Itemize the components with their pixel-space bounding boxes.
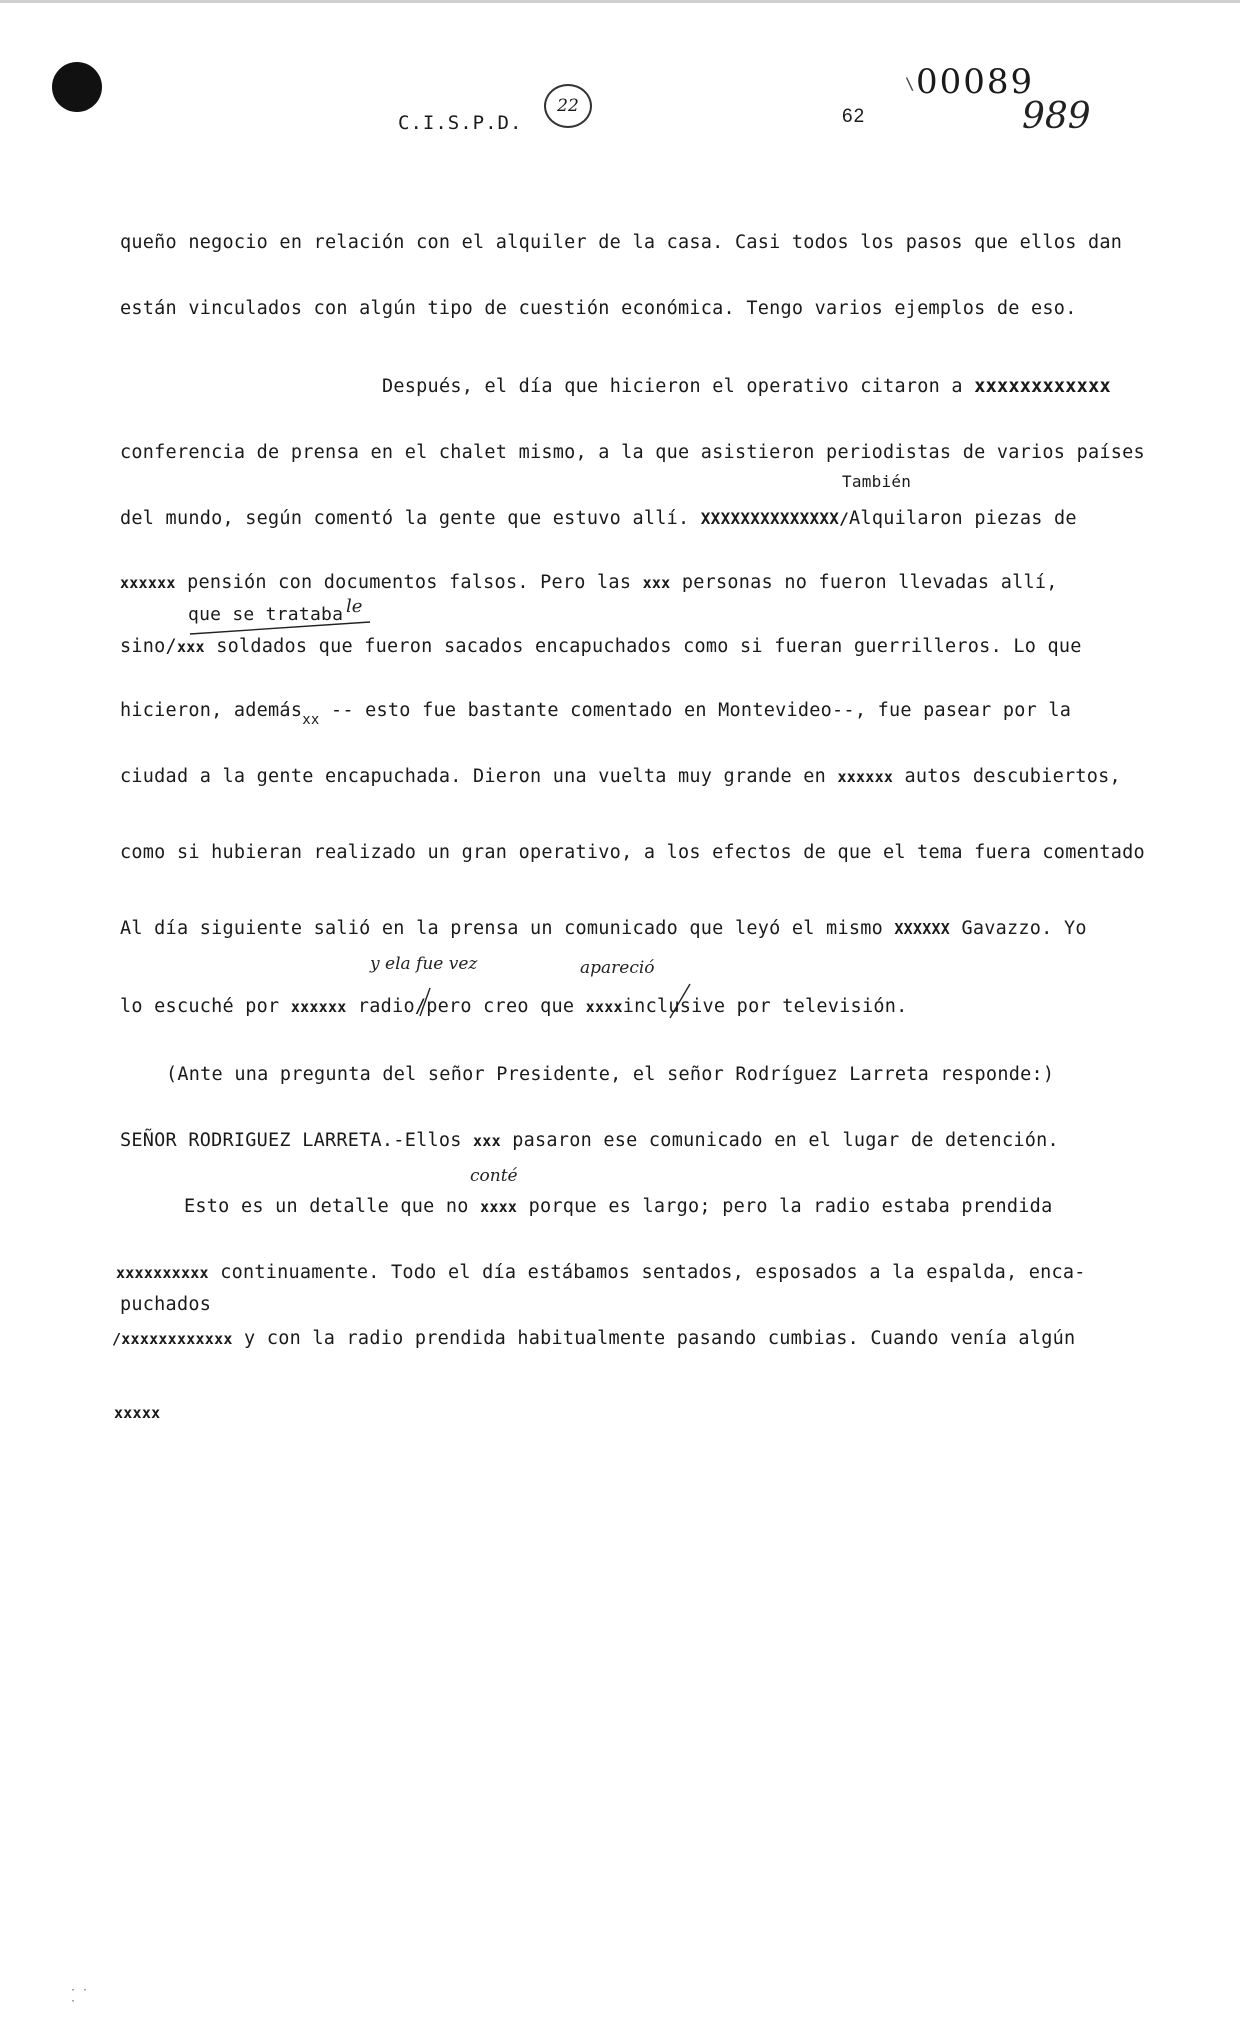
line-12-strikeout-2: xxxx	[585, 998, 623, 1016]
text-line-7	[120, 636, 1082, 657]
line-12-text-end: inclusive por televisión.	[622, 996, 908, 1017]
line-6-text-end: personas no fueron llevadas allí,	[681, 572, 1058, 593]
line-12-text-mid: radio/pero creo que	[357, 996, 575, 1017]
text-line-3	[382, 376, 1111, 397]
text-line-6	[120, 572, 1058, 593]
text-line-16b: puchados	[120, 1294, 212, 1315]
text-line-9	[120, 766, 1121, 787]
line-7-text-end: soldados que fueron sacados encapuchados como si fueran guerrilleros. Lo que	[216, 636, 1082, 657]
line-14-text: SEÑOR RODRIGUEZ LARRETA.-Ellos	[120, 1130, 462, 1151]
line-3-text: Después, el día que hicieron el operativo citaron a	[382, 376, 963, 397]
line-9-text: ciudad a la gente encapuchada. Dieron una vuelta muy grande en	[120, 766, 827, 787]
line-6-strikeout-2: xxx	[642, 574, 671, 592]
text-line-5	[120, 508, 1077, 529]
line-11-strikeout: XXXXXX	[894, 920, 951, 938]
inserted-phrase-que-se-trataba: que se trataba	[188, 604, 344, 625]
text-line-16	[116, 1262, 1086, 1283]
line-16-text: continuamente. Todo el día estábamos sentados, esposados a la espalda, enca-	[220, 1262, 1086, 1283]
line-7-strikeout: xxx	[176, 638, 205, 656]
institution-code: C.I.S.P.D.	[398, 112, 523, 134]
line-14-strikeout: xxx	[473, 1132, 501, 1150]
text-line-12	[120, 996, 908, 1017]
handwritten-note-ela: y ela fue vez	[370, 954, 478, 974]
text-line-13: (Ante una pregunta del señor Presidente, el señor Rodríguez Larreta responde:)	[166, 1064, 1055, 1085]
line-15-text-end: porque es largo; pero la radio estaba prendida	[528, 1196, 1053, 1217]
text-line-11	[120, 918, 1087, 939]
line-5-strikeout: XXXXXXXXXXXXXX/	[700, 509, 850, 528]
text-line-10: como si hubieran realizado un gran operativo, a los efectos de que el tema fuera comentado	[120, 842, 1145, 863]
line-5-text: del mundo, según comentó la gente que estuvo allí.	[120, 508, 690, 529]
line-6-text: pensión con documentos falsos. Pero las	[187, 572, 632, 593]
line-8-text: hicieron, además	[120, 700, 303, 721]
text-line-4: conferencia de prensa en el chalet mismo, a la que asistieron periodistas de varios países	[120, 442, 1145, 463]
line-11-text: Al día siguiente salió en la prensa un comunicado que leyó el mismo	[120, 918, 883, 939]
text-line-18-strikeout: xxxxx	[114, 1404, 161, 1422]
line-8-strikeout: xx	[302, 712, 320, 728]
line-8-text-end: -- esto fue bastante comentado en Montevideo--, fue pasear por la	[330, 700, 1072, 721]
handwritten-note-conte: conté	[470, 1166, 518, 1186]
text-line-14	[120, 1130, 1059, 1151]
line-5-text-end: Alquilaron piezas de	[849, 508, 1077, 529]
text-line-1: queño negocio en relación con el alquiler de la casa. Casi todos los pasos que ellos dan	[120, 232, 1123, 253]
text-line-8	[120, 700, 1071, 728]
circled-number-stamp: 22	[544, 84, 592, 128]
line-6-strikeout: xxxxxx	[120, 574, 176, 592]
scan-top-edge	[0, 0, 1240, 3]
text-line-17	[112, 1328, 1075, 1349]
text-line-15	[184, 1196, 1052, 1217]
line-9-text-end: autos descubiertos,	[904, 766, 1121, 787]
line-3-strikeout: xxxxxxxxxxxx	[974, 376, 1111, 397]
line-17-strikeout: /xxxxxxxxxxxx	[112, 1330, 233, 1348]
handwritten-note-aparecio: apareció	[580, 958, 655, 978]
line-7-text: sino/	[120, 636, 177, 657]
line-14-text-end: pasaron ese comunicado en el lugar de detención.	[512, 1130, 1059, 1151]
line-12-text: lo escuché por	[120, 996, 280, 1017]
handwritten-folio-stamp: 989	[1022, 96, 1091, 137]
scan-specks: · · ·	[70, 1985, 89, 2007]
tick-mark: \	[905, 74, 915, 93]
insertion-mark	[180, 614, 380, 638]
punch-hole	[52, 62, 102, 112]
line-11-text-end: Gavazzo. Yo	[961, 918, 1087, 939]
line-16-strikeout: xxxxxxxxxx	[116, 1264, 209, 1282]
line-15-text: Esto es un detalle que no	[184, 1196, 469, 1217]
line-12-strikeout: xxxxxx	[290, 998, 347, 1016]
line-9-strikeout: xxxxxx	[837, 768, 894, 786]
line-15-strikeout: xxxx	[480, 1198, 518, 1216]
document-number: 00089	[916, 62, 1035, 102]
inserted-word-tambien: También	[842, 472, 912, 491]
text-line-2: están vinculados con algún tipo de cuestión económica. Tengo varios ejemplos de eso.	[120, 298, 1077, 319]
handwritten-note-le: le	[346, 596, 363, 617]
page-number: 62	[842, 106, 866, 127]
line-17-text: y con la radio prendida habitualmente pasando cumbias. Cuando venía algún	[244, 1328, 1076, 1349]
